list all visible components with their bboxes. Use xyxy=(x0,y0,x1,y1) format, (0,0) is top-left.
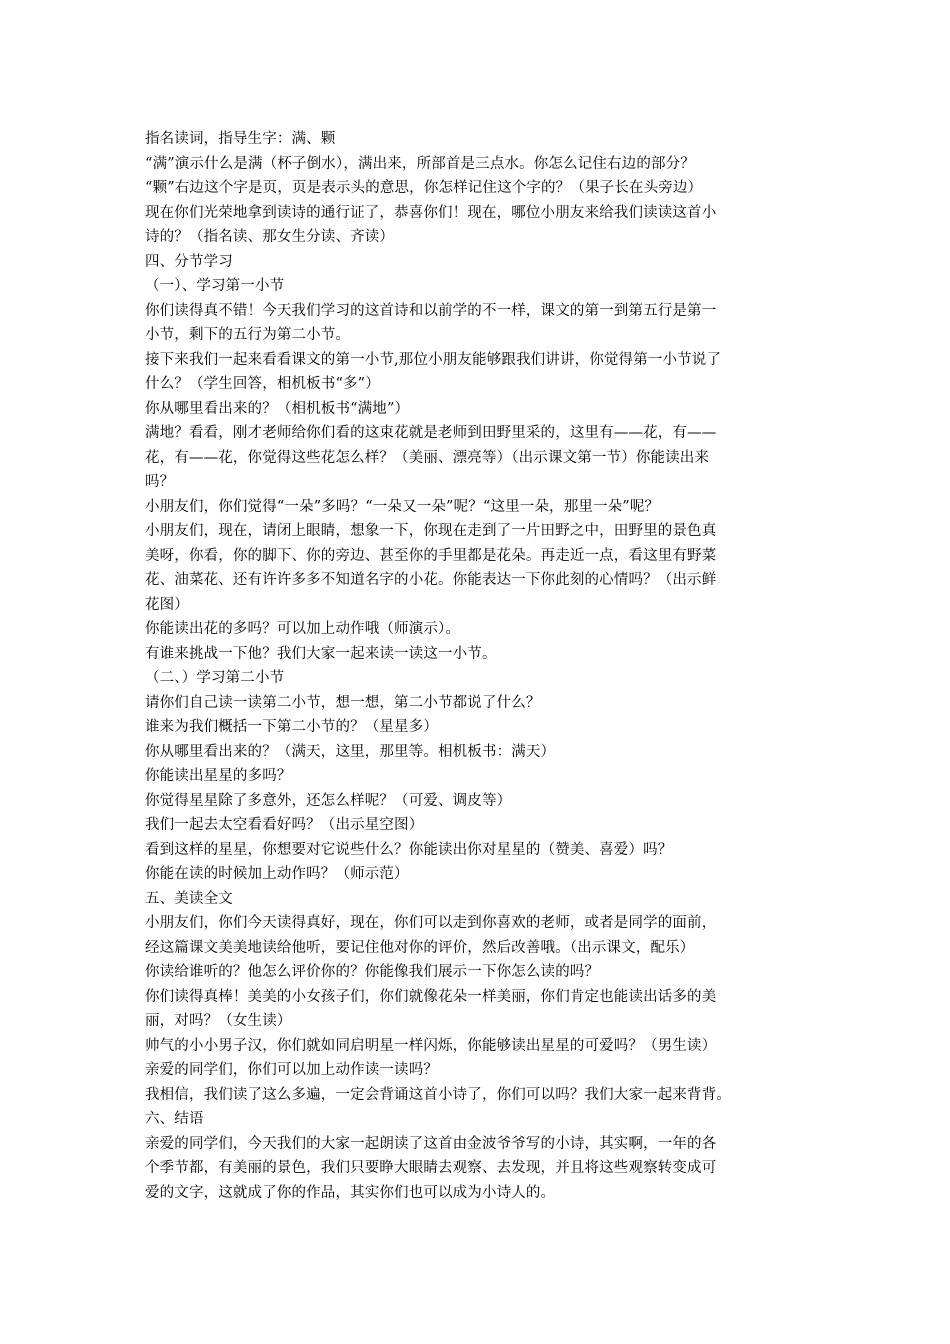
text-line: 你们读得真不错！今天我们学习的这首诗和以前学的不一样，课文的第一到第五行是第一 xyxy=(145,302,717,319)
text-line: 小朋友们，现在，请闭上眼睛，想象一下，你现在走到了一片田野之中，田野里的景色真 xyxy=(145,523,717,539)
text-line: 丽，对吗？（女生读） xyxy=(145,1013,292,1029)
text-line: 小朋友们，你们今天读得真好，现在，你们可以走到你喜欢的老师，或者是同学的面前， xyxy=(145,915,717,931)
text-line: 满地？看看，刚才老师给你们看的这束花就是老师到田野里采的，这里有——花，有—— xyxy=(145,425,717,441)
text-line: 请你们自己读一读第二小节，想一想，第二小节都说了什么？ xyxy=(145,694,541,711)
text-line: “满”演示什么是满（杯子倒水），满出来，所部首是三点水。你怎么记住右边的部分？ xyxy=(145,155,695,172)
text-line: 吗？ xyxy=(145,474,175,490)
text-line: 你能读出花的多吗？可以加上动作哦（师演示）。 xyxy=(145,621,461,637)
text-line: 你能在读的时候加上动作吗？（师示范） xyxy=(145,866,409,882)
text-line: 你觉得星星除了多意外，还怎么样呢？（可爱、调皮等） xyxy=(145,792,512,809)
text-line: 现在你们光荣地拿到读诗的通行证了，恭喜你们！现在，哪位小朋友来给我们读读这首小 xyxy=(145,204,717,221)
text-line: 花图） xyxy=(145,596,189,613)
text-line: 亲爱的同学们，今天我们的大家一起朗读了这首由金波爷爷写的小诗，其实啊，一年的各 xyxy=(145,1135,717,1152)
text-line: 你从哪里看出来的？（满天，这里，那里等。相机板书：满天） xyxy=(145,743,556,760)
section-heading: 四、分节学习 xyxy=(145,253,233,270)
text-line: 你能读出星星的多吗？ xyxy=(145,768,292,784)
text-line: “颗”右边这个字是页，页是表示头的意思，你怎样记住这个字的？（果子长在头旁边） xyxy=(145,180,703,196)
text-line: 指名读词，指导生字：满、颗 xyxy=(145,131,336,147)
text-line: 花，有——花，你觉得这些花怎么样？（美丽、漂亮等）（出示课文第一节）你能读出来 xyxy=(145,449,710,466)
text-line: 经这篇课文美美地读给他听，要记住他对你的评价，然后改善哦。（出示课文，配乐） xyxy=(145,939,695,956)
text-line: 亲爱的同学们，你们可以加上动作读一读吗？ xyxy=(145,1062,438,1078)
text-line: 我们一起去太空看看好吗？（出示星空图） xyxy=(145,817,424,833)
document-body xyxy=(145,127,815,1205)
text-line: 诗的？（指名读、那女生分读、齐读） xyxy=(145,229,395,245)
text-line: 我相信，我们读了这么多遍，一定会背诵这首小诗了，你们可以吗？我们大家一起来背背。 xyxy=(145,1086,731,1103)
text-line: 你读给谁听的？他怎么评价你的？你能像我们展示一下你怎么读的吗？ xyxy=(145,964,600,980)
text-line: 看到这样的星星，你想要对它说些什么？你能读出你对星星的（赞美、喜爱）吗？ xyxy=(145,841,673,858)
text-line: 帅气的小小男子汉，你们就如同启明星一样闪烁，你能够读出星星的可爱吗？（男生读） xyxy=(145,1037,717,1054)
text-line: 爱的文字，这就成了你的作品，其实你们也可以成为小诗人的。 xyxy=(145,1184,556,1201)
text-line: 谁来为我们概括一下第二小节的？（星星多） xyxy=(145,719,438,735)
subsection-heading: （一）、学习第一小节 xyxy=(145,278,285,294)
text-line: 你们读得真棒！美美的小女孩子们，你们就像花朵一样美丽，你们肯定也能读出话多的美 xyxy=(145,988,717,1005)
text-line: 小节，剩下的五行为第二小节。 xyxy=(145,327,351,343)
text-line: 有谁来挑战一下他？我们大家一起来读一读这一小节。 xyxy=(145,645,497,662)
text-line: 接下来我们一起来看看课文的第一小节,那位小朋友能够跟我们讲讲，你觉得第一小节说了 xyxy=(145,351,722,368)
section-heading: 六、结语 xyxy=(145,1111,204,1127)
section-heading: 五、美读全文 xyxy=(145,890,233,907)
text-line: 小朋友们，你们觉得“一朵”多吗？“一朵又一朵”呢？“这里一朵，那里一朵”呢？ xyxy=(145,498,660,515)
text-line: 美呀，你看，你的脚下、你的旁边、甚至你的手里都是花朵。再走近一点，看这里有野菜 xyxy=(145,547,717,564)
text-line: 你从哪里看出来的？（相机板书“满地”） xyxy=(145,400,410,417)
text-line: 花、油菜花、还有许许多多不知道名字的小花。你能表达一下你此刻的心情吗？（出示鲜 xyxy=(145,572,717,588)
text-line: 什么？（学生回答，相机板书“多”） xyxy=(145,376,380,392)
text-line: 个季节都，有美丽的景色，我们只要睁大眼睛去观察、去发现，并且将这些观察转变成可 xyxy=(145,1160,717,1176)
subsection-heading: （二、）学习第二小节 xyxy=(145,670,285,686)
